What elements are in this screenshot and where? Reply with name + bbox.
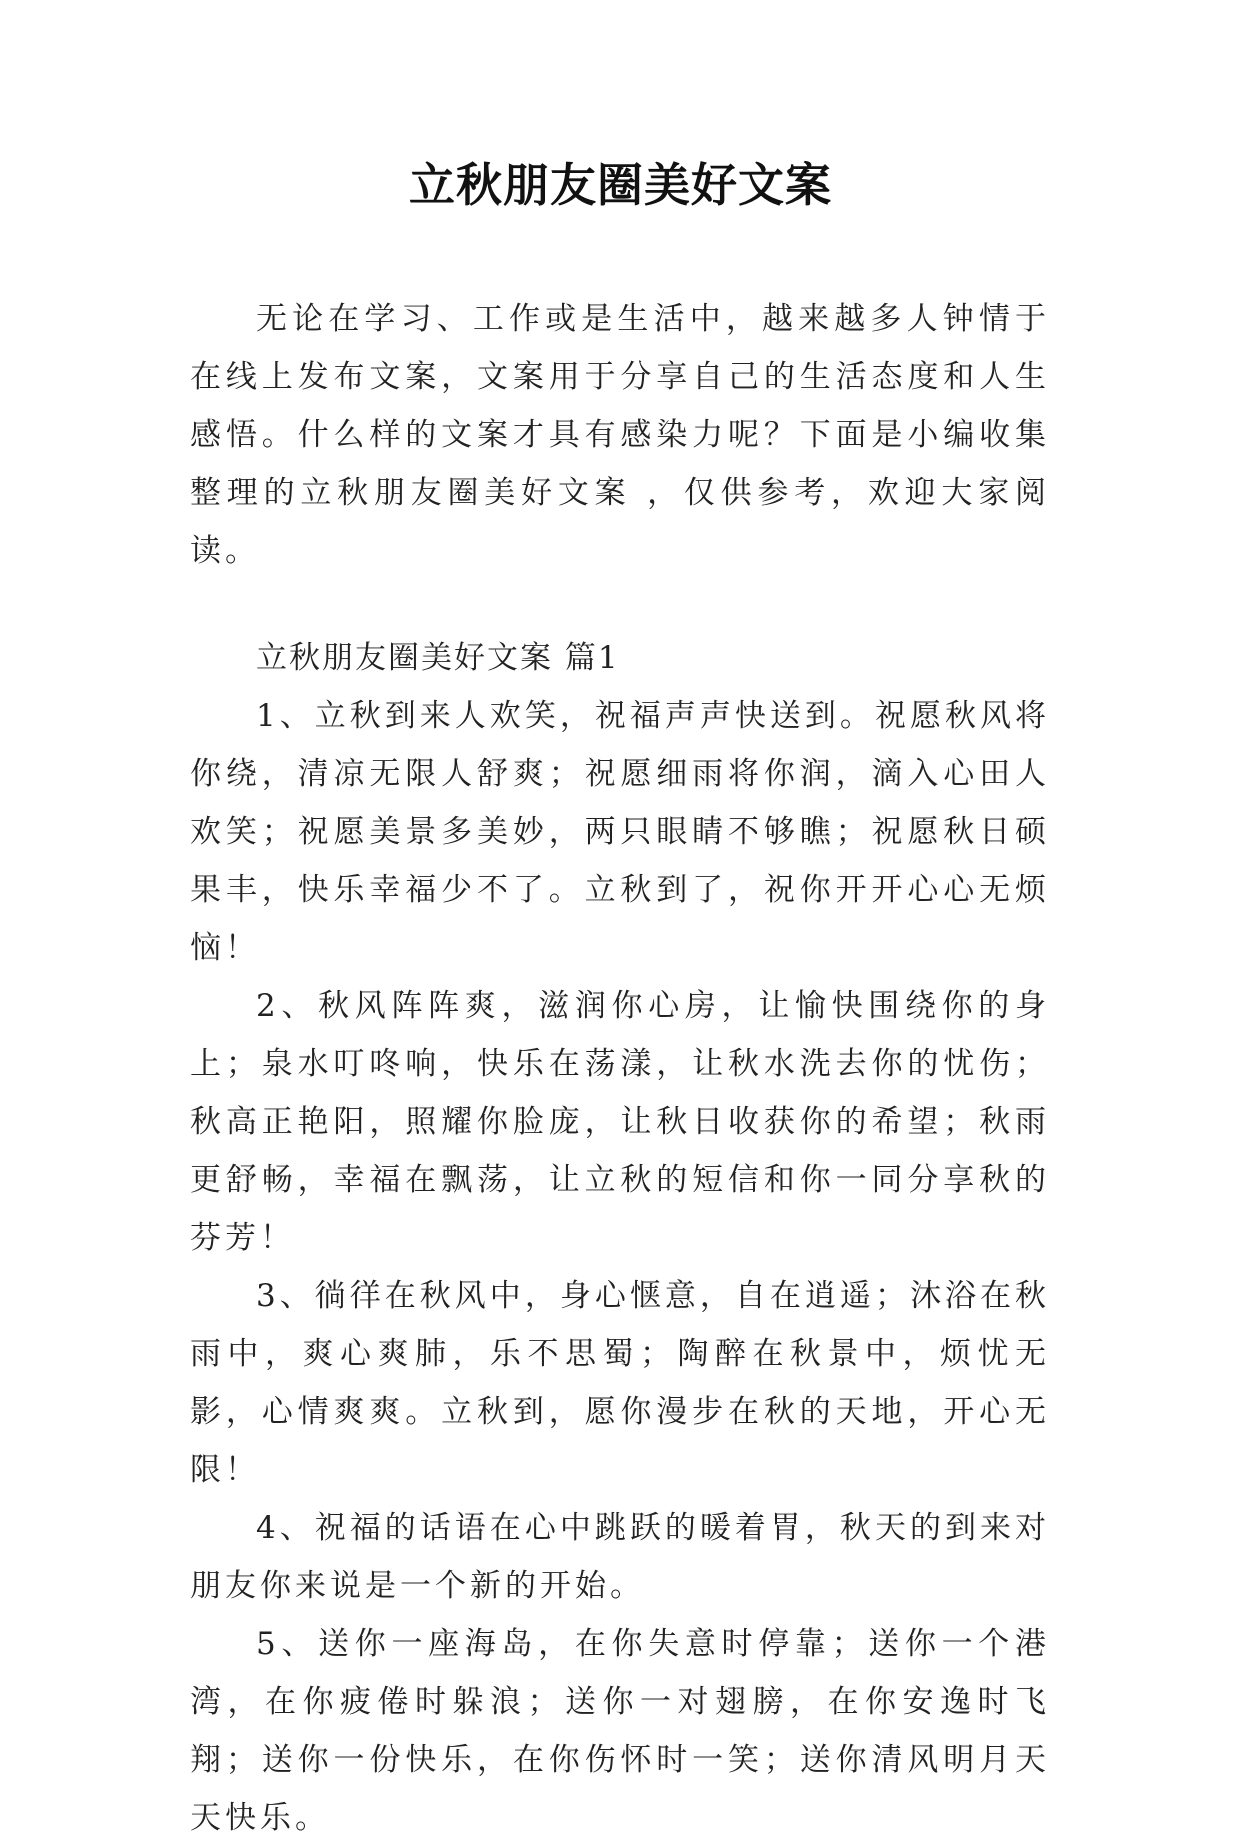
list-item bbox=[190, 687, 1050, 977]
message-paragraph: 1、立秋到来人欢笑，祝福声声快送到。祝愿秋风将你绕，清凉无限人舒爽；祝愿细雨将你润，滴入心田人欢笑；祝愿美景多美妙，两只眼睛不够瞧；祝愿秋日硕果丰，快乐幸福少不了。立秋到了，祝你开开心心无烦恼！ bbox=[190, 698, 1050, 966]
message-paragraph: 5、送你一座海岛，在你失意时停靠；送你一个港湾，在你疲倦时躲浪；送你一对翅膀，在你安逸时飞翔；送你一份快乐，在你伤怀时一笑；送你清风明月天天快乐。 bbox=[190, 1626, 1050, 1836]
list-item bbox=[190, 1615, 1050, 1847]
intro-paragraph: 无论在学习、工作或是生活中，越来越多人钟情于在线上发布文案，文案用于分享自己的生活态度和人生感悟。什么样的文案才具有感染力呢？下面是小编收集整理的立秋朋友圈美好文案 ，仅供参考，欢迎大家阅读。 bbox=[190, 301, 1050, 569]
message-paragraph: 3、徜徉在秋风中，身心惬意，自在逍遥；沐浴在秋雨中，爽心爽肺，乐不思蜀；陶醉在秋景中，烦忧无影，心情爽爽。立秋到，愿你漫步在秋的天地，开心无限！ bbox=[190, 1278, 1050, 1488]
document-title: 立秋朋友圈美好文案 bbox=[409, 158, 832, 212]
list-item bbox=[190, 1499, 1050, 1615]
document-body bbox=[190, 290, 1050, 1847]
list-item bbox=[190, 1267, 1050, 1499]
list-item bbox=[190, 977, 1050, 1267]
message-paragraph: 4、祝福的话语在心中跳跃的暖着胃，秋天的到来对朋友你来说是一个新的开始。 bbox=[190, 1510, 1050, 1604]
message-paragraph: 2、秋风阵阵爽，滋润你心房，让愉快围绕你的身上；泉水叮咚响，快乐在荡漾，让秋水洗去你的忧伤；秋高正艳阳，照耀你脸庞，让秋日收获你的希望；秋雨更舒畅，幸福在飘荡，让立秋的短信和你一同分享秋的芬芳！ bbox=[190, 988, 1050, 1256]
message-list bbox=[190, 687, 1050, 1847]
section-heading: 立秋朋友圈美好文案 篇1 bbox=[256, 640, 620, 676]
